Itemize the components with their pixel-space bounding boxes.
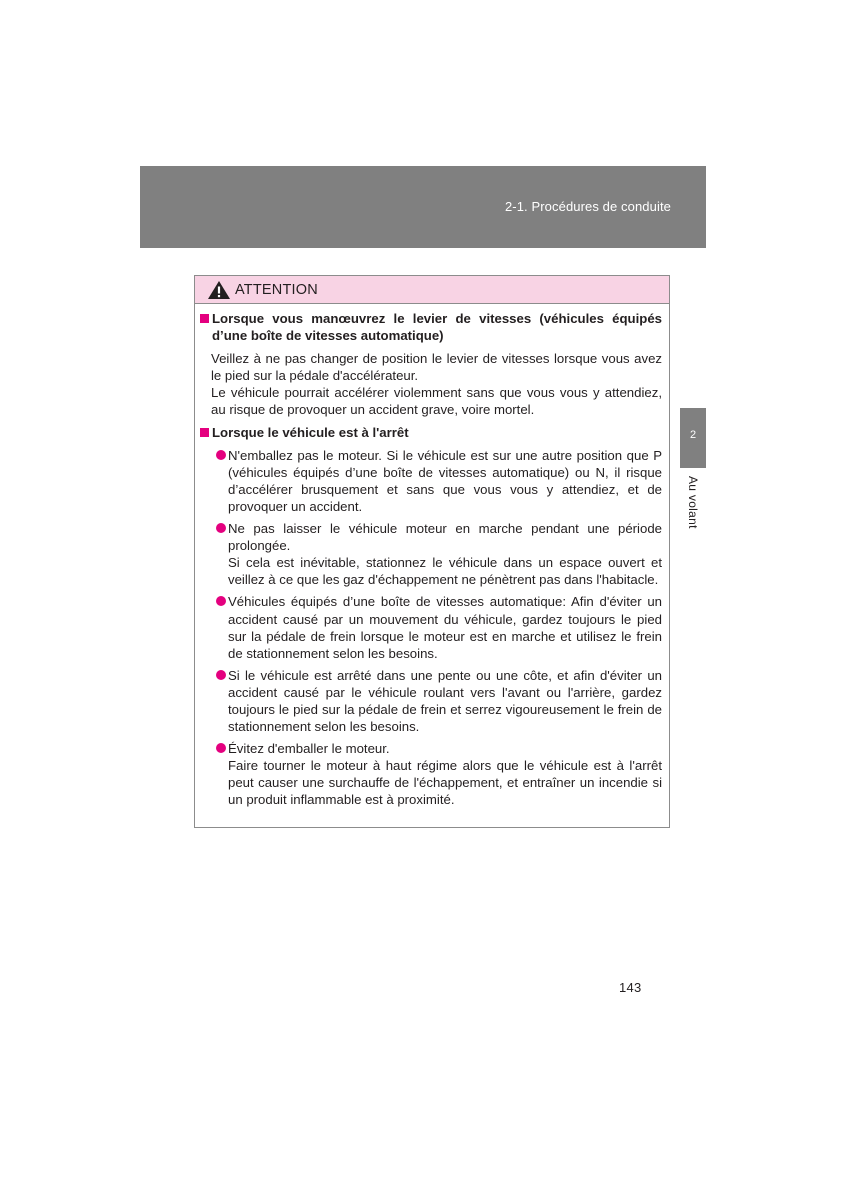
section-title: 2-1. Procédures de conduite <box>504 199 671 214</box>
warning-triangle-icon <box>207 280 231 300</box>
chapter-label: Au volant <box>686 476 700 529</box>
warning-section <box>200 424 662 809</box>
section-heading: Lorsque le véhicule est à l'arrêt <box>200 424 662 441</box>
circle-bullet-icon <box>216 523 226 533</box>
paragraph: Veillez à ne pas changer de position le levier de vitesses lorsque vous avez le pied sur la pédale d'accélérateur. <box>211 351 662 384</box>
list-item: Si le véhicule est arrêté dans une pente ou une côte, et afin d'éviter un accident causé par le véhicule roulant vers l'avant ou l'arrière, gardez toujours le pied sur la pédale de frein et serrez vigoureusement le frein de stationnement selon les besoins. <box>216 667 662 735</box>
circle-bullet-icon <box>216 450 226 460</box>
warning-body <box>195 304 669 809</box>
list-item: Évitez d'emballer le moteur. Faire tourner le moteur à haut régime alors que le véhicule est à l'arrêt peut causer une surchauffe de l'échappement, et entraîner un incendie si un produit inflammable est à proximité. <box>216 740 662 808</box>
warning-title: ATTENTION <box>235 281 318 298</box>
section-paragraphs <box>211 350 662 418</box>
section-heading: Lorsque vous manœuvrez le levier de vitesses (véhicules équipés d’une boîte de vitesses automatique) <box>200 310 662 344</box>
bullet-list <box>200 447 662 809</box>
paragraph: Le véhicule pourrait accélérer violemment sans que vous vous y attendiez, au risque de provoquer un accident grave, voire mortel. <box>211 385 662 418</box>
list-item: N'emballez pas le moteur. Si le véhicule est sur une autre position que P (véhicules équipés d’une boîte de vitesses automatique) ou N, il risque d’accélérer brusquement et sans que vous vous y attendiez, et de provoquer un accident. <box>216 447 662 515</box>
header-band <box>140 166 706 248</box>
circle-bullet-icon <box>216 596 226 606</box>
chapter-number: 2 <box>689 429 697 441</box>
warning-box <box>194 275 670 828</box>
page-number: 143 <box>619 980 642 995</box>
list-item: Ne pas laisser le véhicule moteur en marche pendant une période prolongée. Si cela est inévitable, stationnez le véhicule dans un espace ouvert et veillez à ce que les gaz d'échappement ne pénètrent pas dans l'habitacle. <box>216 520 662 588</box>
square-bullet-icon <box>200 428 209 437</box>
warning-header <box>195 276 669 304</box>
circle-bullet-icon <box>216 670 226 680</box>
list-item: Véhicules équipés d’une boîte de vitesses automatique: Afin d'éviter un accident causé par un mouvement du véhicule, gardez toujours le pied sur la pédale de frein lorsque le moteur est en marche et utilisez le frein de stationnement selon les besoins. <box>216 593 662 661</box>
circle-bullet-icon <box>216 743 226 753</box>
chapter-tab <box>680 408 706 468</box>
warning-section <box>200 310 662 419</box>
square-bullet-icon <box>200 314 209 323</box>
